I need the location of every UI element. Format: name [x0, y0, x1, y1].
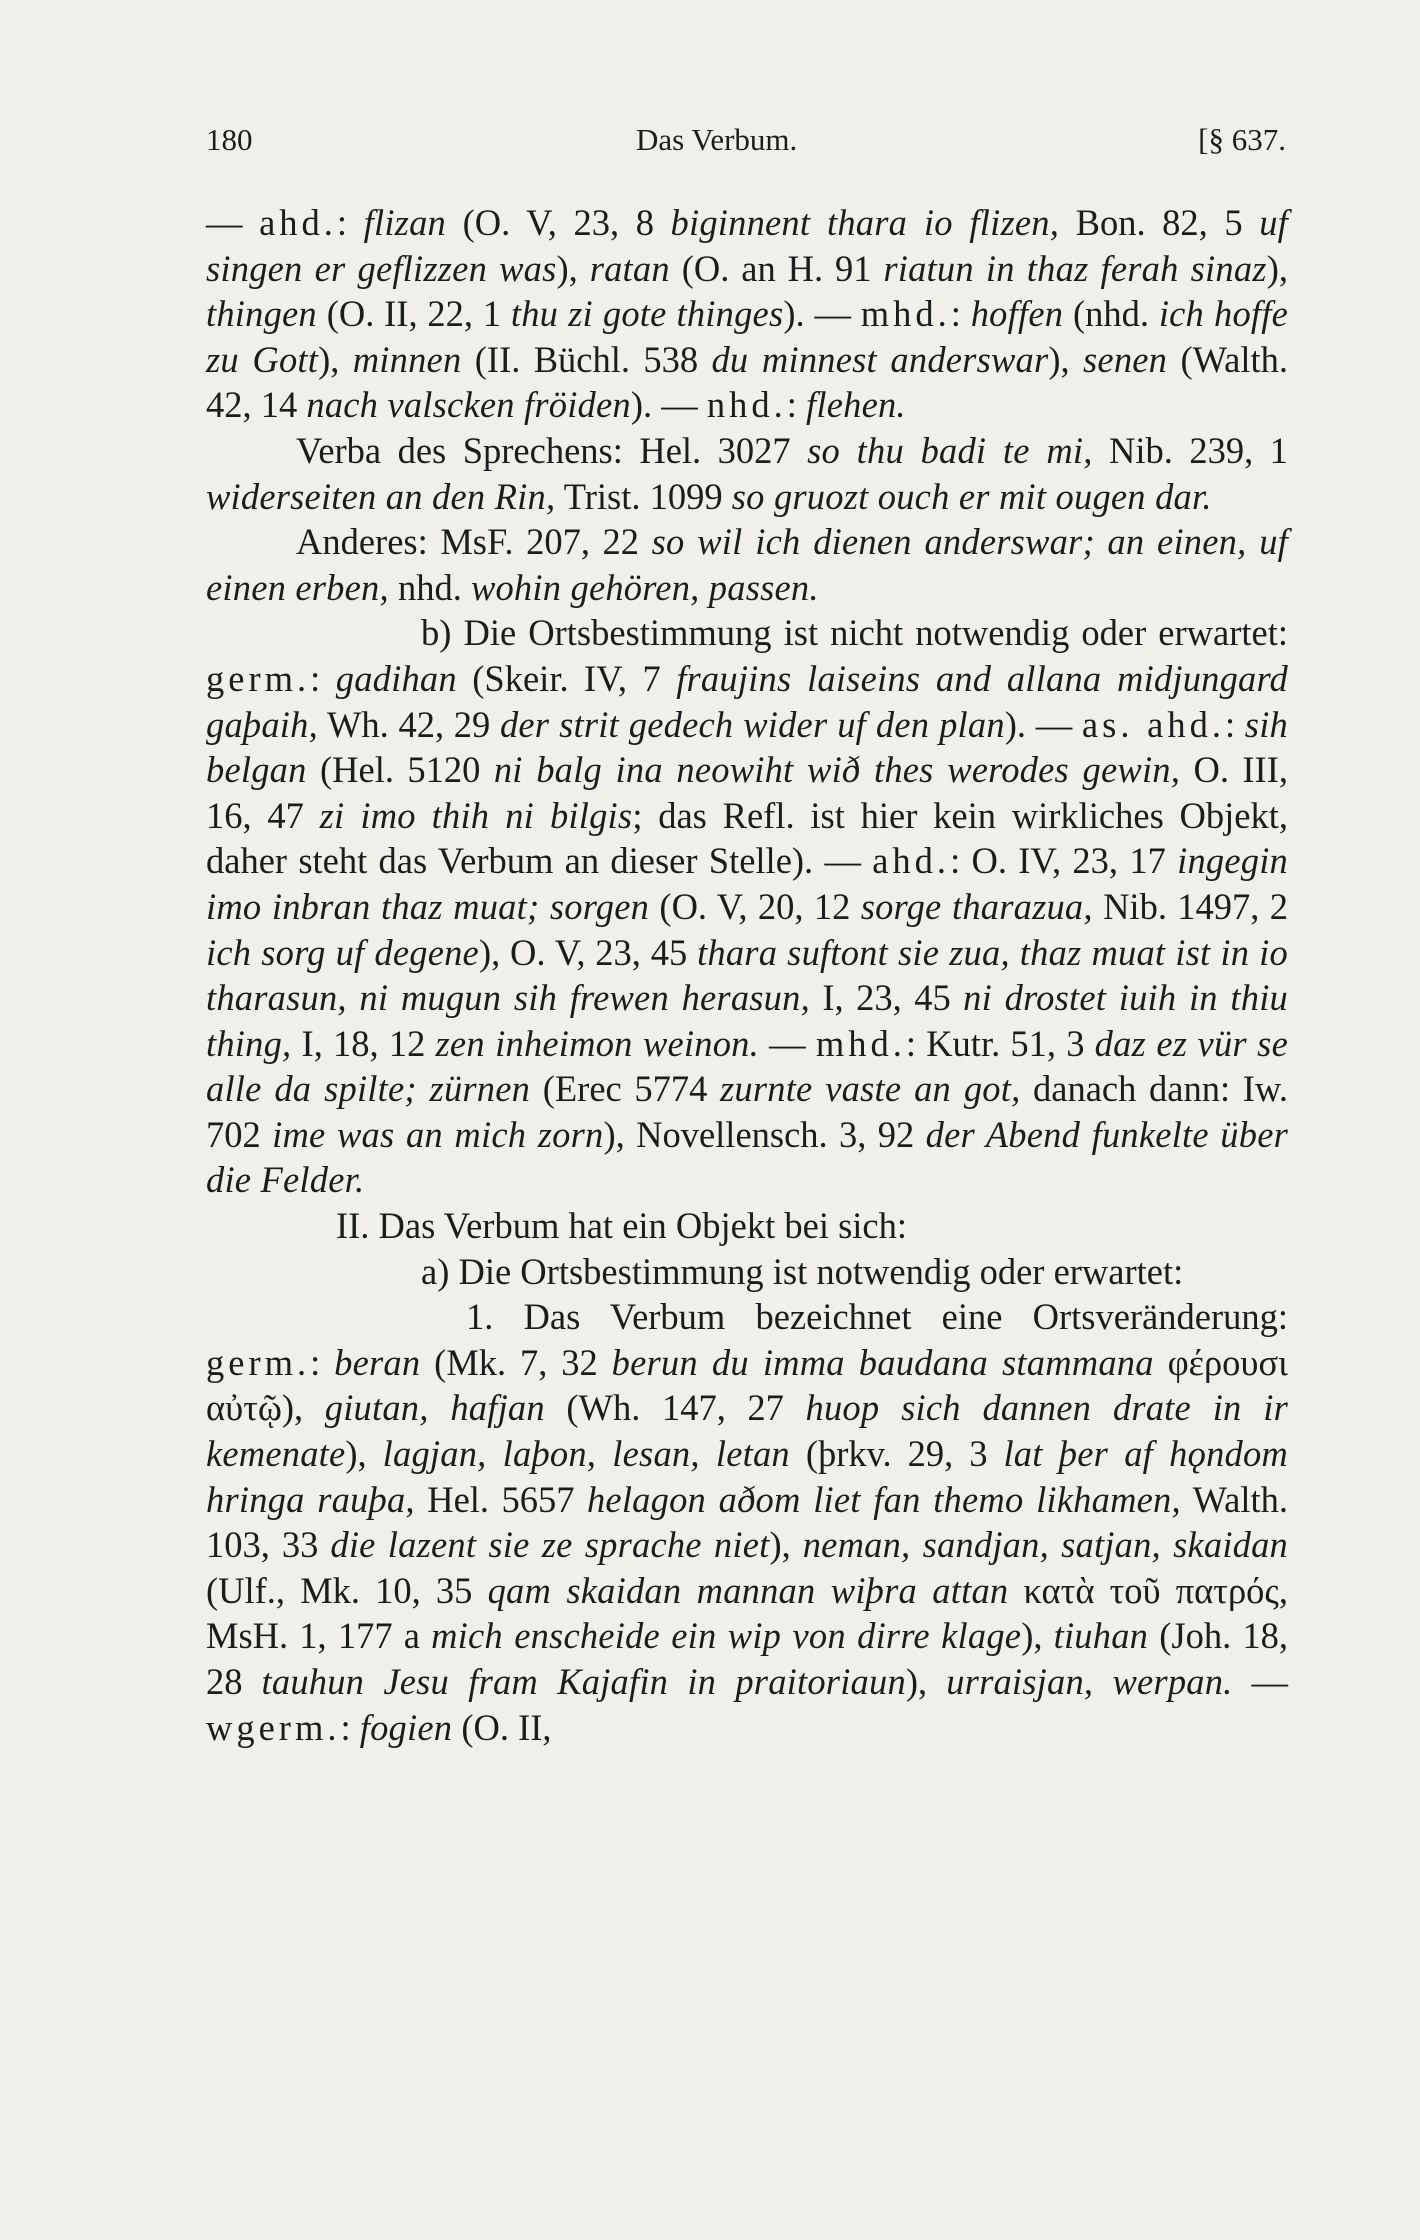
page-number: 180: [206, 122, 253, 157]
paragraph-b-ortsbestimmung: b) Die Ortsbestimmung ist nicht notwendig oder erwartet: germ.: gadihan (Skeir. IV, 7 fraujins laiseins and allana midjungard gaþaih, Wh. 42, 29 der strit gedech wider uf den plan). — as. ahd.: sih belgan (Hel. 5120 ni balg ina neowiht wið thes werodes gewin, O. III, 16, 47 zi imo thih ni bilgis; das Refl. ist hier kein wirkliches Objekt, daher steht das Verbum an dieser Stelle). — ahd.: O. IV, 23, 17 ingegin imo inbran thaz muat; sorgen (O. V, 20, 12 sorge tharazua, Nib. 1497, 2 ich sorg uf degene), O. V, 23, 45 thara suftont sie zua, thaz muat ist in io tharasun, ni mugun sih frewen herasun, I, 23, 45 ni drostet iuih in thiu thing, I, 18, 12 zen inheimon weinon. — mhd.: Kutr. 51, 3 daz ez vür se alle da spilte; zürnen (Erec 5774 zurnte vaste an got, danach dann: Iw. 702 ime was an mich zorn), Novellensch. 3, 92 der Abend funkelte über die Felder.: [206, 612, 1289, 1201]
paragraph-verba-des-sprechens: Verba des Sprechens: Hel. 3027 so thu badi te mi, Nib. 239, 1 widerseiten an den Rin, Trist. 1099 so gruozt ouch er mit ougen dar.: [206, 429, 1288, 517]
section-number: [§ 637.: [1198, 122, 1286, 157]
paragraph-a-ortsbestimmung: a) Die Ortsbestimmung ist notwendig oder erwartet:: [421, 1250, 1184, 1292]
page-header: [206, 122, 1286, 172]
paragraph-ii-objekt: II. Das Verbum hat ein Objekt bei sich:: [336, 1205, 908, 1247]
paragraph-anderes: Anderes: MsF. 207, 22 so wil ich dienen anderswar; an einen, uf einen erben, nhd. wohin gehören, passen.: [206, 521, 1288, 608]
page-body: [206, 200, 1288, 1750]
paragraph-1-ortsveraenderung: 1. Das Verbum bezeichnet eine Ortsveränderung: germ.: beran (Mk. 7, 32 berun du imma baudana stammana φέρουσι αὐτῷ), giutan, hafjan (Wh. 147, 27 huop sich dannen drate in ir kemenate), lagjan, laþon, lesan, letan (þrkv. 29, 3 lat þer af hǫndom hringa rauþa, Hel. 5657 helagon aðom liet fan themo likhamen, Walth. 103, 33 die lazent sie ze sprache niet), neman, sandjan, satjan, skaidan (Ulf., Mk. 10, 35 qam skaidan mannan wiþra attan κατὰ τοῦ πατρός, MsH. 1, 177 a mich enscheide ein wip von dirre klage), tiuhan (Joh. 18, 28 tauhun Jesu fram Kajafin in praitoriaun), urraisjan, werpan. — wgerm.: fogien (O. II,: [206, 1296, 1289, 1748]
running-title: Das Verbum.: [636, 122, 798, 157]
paragraph-ahd-mhd: — ahd.: flizan (O. V, 23, 8 biginnent thara io flizen, Bon. 82, 5 uf singen er geflizzen was), ratan (O. an H. 91 riatun in thaz ferah sinaz), thingen (O. II, 22, 1 thu zi gote thinges). — mhd.: hoffen (nhd. ich hoffe zu Gott), minnen (II. Büchl. 538 du minnest anderswar), senen (Walth. 42, 14 nach valscken fröiden). — nhd.: flehen.: [206, 202, 1289, 426]
